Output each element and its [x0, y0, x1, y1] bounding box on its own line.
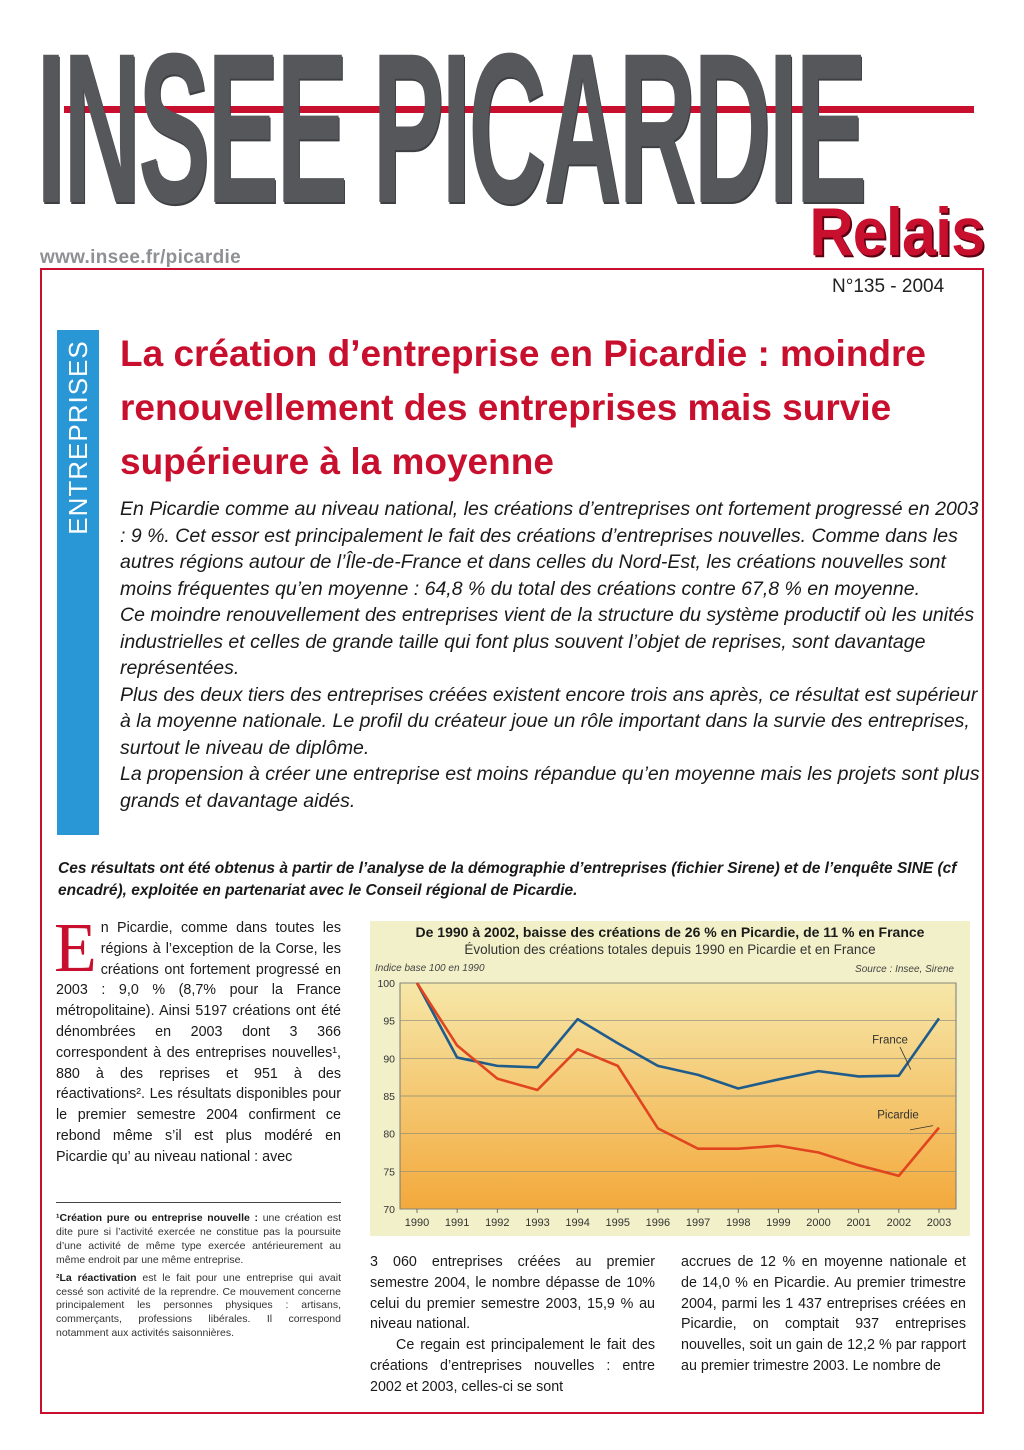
x-tick-label: 1995 [605, 1217, 631, 1229]
x-tick-label: 2000 [806, 1217, 831, 1229]
section-label: ENTREPRISES [63, 340, 93, 535]
footnotes [56, 1212, 341, 1345]
body-paragraph: Ce regain est principalement le fait des créations d’entreprises nouvelles : entre 2002 et 2003, celles-ci se sont [370, 1337, 655, 1395]
x-tick-label: 2001 [846, 1217, 871, 1229]
method-note: Ces résultats ont été obtenus à partir de l’analyse de la démographie d’entreprises (fichier Sirene) et de l’enquête SINE (cf encadré), exploitée en partenariat avec le Conseil régional de Picardie. [58, 860, 957, 899]
y-tick-label: 95 [383, 1015, 395, 1028]
y-tick-label: 80 [383, 1128, 395, 1141]
footnote [56, 1272, 341, 1342]
footnote-text: une création est dite pure si l’activité exercée ne constitue pas la poursuite d’une activité de même type exercée antérieurement au même endroit par une même entreprise. [56, 1212, 341, 1266]
article-headline: La création d’entreprise en Picardie : moindre renouvellement des entreprises mais survie supérieure à la moyenne [120, 333, 927, 482]
chart-title: De 1990 à 2002, baisse des créations de 26 % en Picardie, de 11 % en France [415, 924, 925, 940]
x-tick-label: 1990 [404, 1217, 430, 1229]
footnote-term: ²La réactivation [56, 1271, 137, 1284]
y-tick-label: 85 [383, 1091, 395, 1103]
y-tick-label: 75 [383, 1166, 395, 1179]
series-label-picardie: Picardie [877, 1109, 919, 1122]
relais-logo: Relais [809, 194, 984, 270]
article-intro [120, 496, 980, 814]
intro-paragraph: Ce moindre renouvellement des entreprises vient de la structure du système productif où les unités industrielles et celles de grande taille qui font plus souvent l’objet de reprises, sont davantage représentées. [120, 604, 975, 679]
body-paragraph: 3 060 entreprises créées au premier semestre 2004, le nombre dépasse de 10% celui du premier semestre 2003, 15,9 % au niveau national. [370, 1254, 655, 1333]
drop-cap: E [54, 910, 97, 987]
footnote-text: est le fait pour une entreprise qui avait cessé son activité de la reprendre. Ce mouvement concerne principalement les personnes physiques : artisans, commerçants, professions libérales. Il correspond notamment aux activités saisonnières. [56, 1271, 341, 1340]
intro-paragraph: La propension à créer une entreprise est moins répandue qu’en moyenne mais les projets sont plus grands et davantage aidés. [120, 763, 980, 812]
intro-paragraph: Plus des deux tiers des entreprises créées existent encore trois ans après, ce résultat est supérieur à la moyenne nationale. Le profil du créateur joue un rôle important dans la survie des entreprises, surtout le niveau de diplôme. [120, 683, 978, 759]
footnote-divider [56, 1202, 341, 1203]
x-tick-label: 1996 [645, 1217, 671, 1229]
body-column-2 [370, 1252, 655, 1398]
site-url[interactable]: www.insee.fr/picardie [40, 247, 241, 268]
body-column-1 [54, 910, 341, 1168]
x-tick-label: 2002 [886, 1217, 912, 1229]
x-tick-label: 1998 [725, 1217, 751, 1229]
creations-chart [370, 921, 970, 1236]
x-tick-label: 1997 [685, 1217, 711, 1229]
body-column-3 [681, 1252, 966, 1377]
x-tick-label: 1992 [485, 1217, 510, 1229]
body-paragraph: accrues de 12 % en moyenne nationale et de 14,0 % en Picardie. Au premier trimestre 2004, parmi les 1 437 entreprises créées en Picardie, on comptait 937 entreprises nouvelles, soit un gain de 12,2 % par rapport au premier trimestre 2003. Le nombre de [681, 1254, 966, 1374]
chart-subtitle: Évolution des créations totales depuis 1990 en Picardie et en France [464, 942, 876, 957]
series-label-france: France [872, 1034, 908, 1047]
chart-source: Source : Insee, Sirene [855, 964, 954, 975]
brand-logo: INSEE PICARDIE [36, 9, 865, 248]
x-tick-label: 1994 [565, 1217, 590, 1229]
x-tick-label: 2003 [926, 1217, 952, 1229]
x-tick-label: 1993 [525, 1217, 550, 1229]
intro-paragraph: En Picardie comme au niveau national, les créations d’entreprises ont fortement progressé en 2003 : 9 %. Cet essor est principalement le fait des créations d’entreprises nouvelles. Comme dans les autres régions autour de l’Île-de-France et dans celles du Nord-Est, les créations nouvelles sont moins fréquentes qu’en moyenne : 64,8 % du total des créations contre 67,8 % en moyenne. [120, 498, 979, 600]
x-tick-label: 1991 [444, 1217, 470, 1229]
issue-number: N°135 - 2004 [832, 276, 945, 297]
y-tick-label: 70 [383, 1204, 395, 1216]
body-text: n Picardie, comme dans toutes les régions à l’exception de la Corse, les créations ont fortement progressé en 2003 : 9,0 % (8,7% pour la France métropolitaine). Ainsi 5197 créations ont été dénombrées en 2003 dont 3 366 correspondent à des entreprises nouvelles¹, 880 à des reprises et 951 à des réactivations². Les résultats disponibles pour le premier semestre 2004 confirment ce rebond même s’il est plus modéré en Picardie qu’ au niveau national : avec [56, 920, 341, 1165]
y-axis-label: Indice base 100 en 1990 [375, 963, 485, 974]
footnote-term: ¹Création pure ou entreprise nouvelle : [56, 1212, 259, 1224]
x-tick-label: 1999 [766, 1217, 791, 1229]
y-tick-label: 90 [383, 1053, 395, 1066]
footnote [56, 1212, 341, 1268]
y-tick-label: 100 [377, 978, 395, 990]
